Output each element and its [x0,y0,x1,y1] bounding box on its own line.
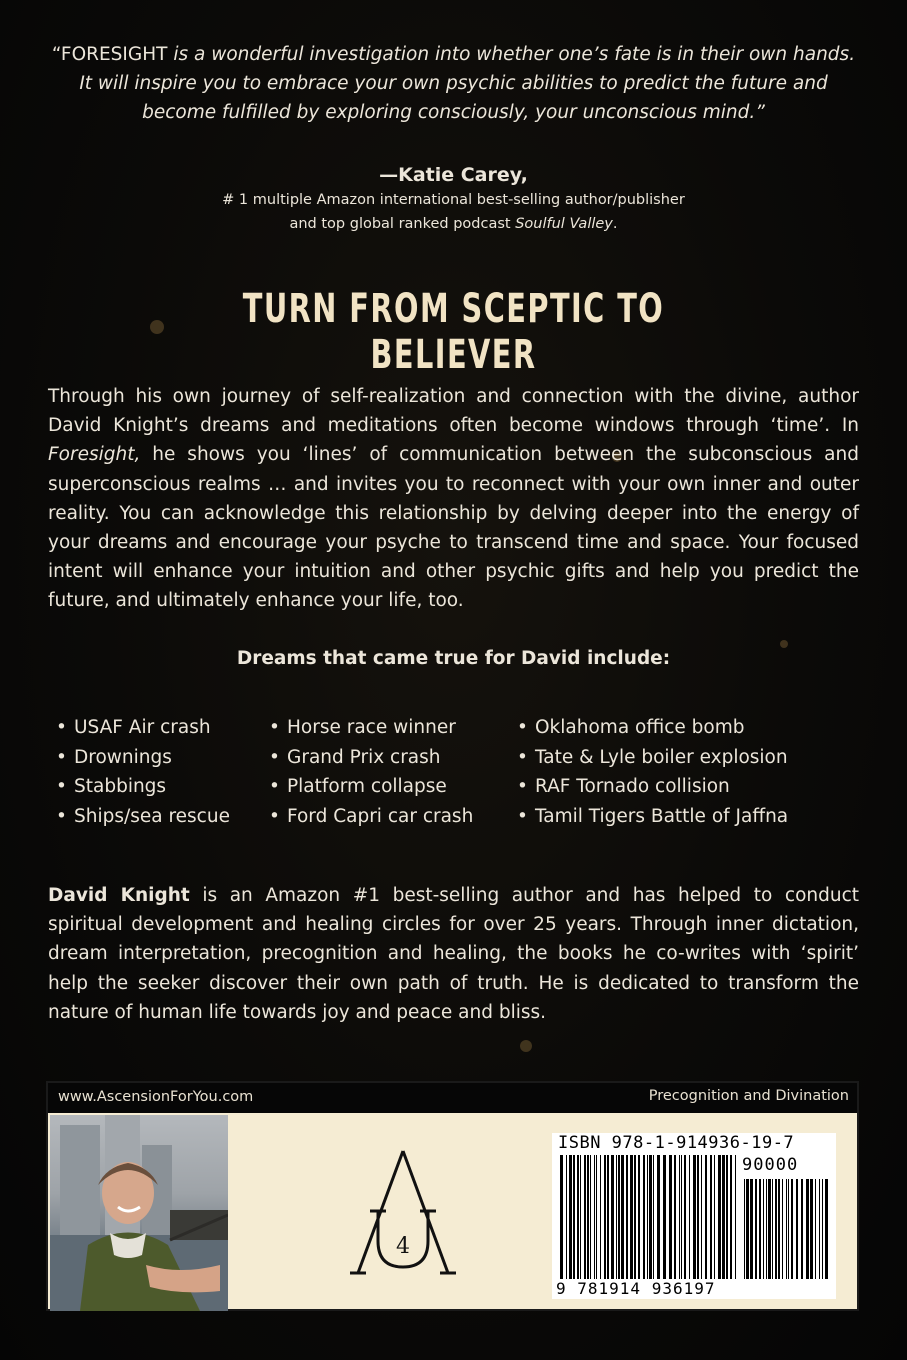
barcode-bar [569,1155,572,1279]
book-title-italic: Foresight, [48,444,141,466]
barcode-bar [775,1179,777,1279]
attribution-line-1: # 1 multiple Amazon international best-selling author/publisher [222,192,685,208]
barcode-bar [815,1179,816,1279]
attribution-line-2: and top global ranked podcast Soulful Valley. [289,216,618,232]
barcode-bar [618,1155,620,1279]
list-item: • Ships/sea rescue [56,805,230,827]
barcode-bar [679,1155,680,1279]
barcode-bar [647,1155,648,1279]
barcode-bar [796,1179,798,1279]
barcode-bar [611,1155,614,1279]
barcode-bar [759,1179,761,1279]
barcode-bar [714,1155,715,1279]
barcode-bar [701,1155,702,1279]
dreams-heading: Dreams that came true for David include: [236,648,671,669]
dreams-column-1 [56,713,230,831]
barcode-bar [825,1179,828,1279]
barcode-bar [718,1155,721,1279]
ean-digits: 9 781914 936197 [556,1279,716,1298]
list-item: • RAF Tornado collision [517,776,730,797]
category-label: Precognition and Divination [648,1088,849,1104]
barcode-bar [616,1155,617,1279]
barcode-bar [782,1179,783,1279]
barcode-bar [693,1155,696,1279]
barcode-bar [778,1179,780,1279]
website-link[interactable]: www.AscensionForYou.com [58,1089,254,1105]
barcode-bar [772,1179,773,1279]
barcode-bar [600,1155,601,1279]
bokeh-light [780,640,788,648]
barcode-bar [746,1179,749,1279]
barcode-bar [755,1179,757,1279]
list-item: • Ford Capri car crash [269,805,474,827]
barcode-bar [638,1155,640,1279]
addon-barcode-bars [744,1179,828,1279]
barcode-bar [584,1155,586,1279]
barcode-bar [722,1155,725,1279]
barcode-bar [744,1179,745,1279]
list-item: • Tamil Tigers Battle of Jaffna [517,805,789,827]
barcode-bar [587,1155,589,1279]
barcode-bar [604,1155,606,1279]
barcode-bar [726,1155,728,1279]
barcode-bar [735,1155,736,1279]
barcode-bar [786,1179,787,1279]
svg-text:4: 4 [396,1234,410,1259]
barcode-bar [626,1155,628,1279]
author-photo [50,1115,228,1311]
barcode-bar [594,1155,595,1279]
barcode-bar [730,1155,732,1279]
podcast-name: Soulful Valley [515,216,613,232]
barcode-bar [643,1155,645,1279]
barcode-bar [573,1155,575,1279]
barcode-bar [822,1179,823,1279]
endorsement-attribution [48,162,859,236]
list-item: • USAF Air crash [56,717,211,738]
barcode-bar [768,1179,771,1279]
author-name: David Knight [48,885,190,906]
list-item: • Stabbings [56,776,167,797]
dreams-column-2 [269,713,473,831]
barcode-bar [577,1155,579,1279]
panel-header-bar [48,1083,857,1113]
list-item: • Platform collapse [269,776,447,797]
barcode-bar [669,1155,672,1279]
barcode-bar [684,1155,686,1279]
quote-title: “FORESIGHT [51,44,168,65]
barcode-bar [634,1155,636,1279]
barcode-bar [630,1155,633,1279]
bokeh-light [520,1040,532,1052]
barcode-bar [653,1155,654,1279]
headline: TURN FROM SCEPTIC TO BELIEVER [242,286,665,378]
attribution-name: —Katie Carey, [379,164,528,186]
barcode-bar [763,1179,764,1279]
isbn-label: ISBN 978-1-914936-19-7 [558,1133,795,1153]
list-item: • Oklahoma office bomb [517,717,745,738]
barcode-bar [580,1155,581,1279]
author-bio: David Knight is an Amazon #1 best-selling author and has helped to conduct spiritual development and healing circles for over 25 years. Through inner dictation, dream interpretation, precognition and healing, the books he co-writes with ‘spirit’ help the seeker discover their own path of truth. He is dedicated to transform the nature of human life towards joy and peace and bliss. [48,885,860,1023]
barcode-bar [689,1155,690,1279]
barcode-bar [596,1155,597,1279]
barcode-bar [621,1155,624,1279]
barcode-bar [819,1179,820,1279]
dreams-column-3 [517,713,788,831]
barcode-bar [710,1155,712,1279]
isbn-barcode [552,1133,836,1299]
barcode-bar [766,1179,767,1279]
book-description: Through his own journey of self-realization and connection with the divine, author David Knight’s dreams and meditations often become windows through ‘time’. In Foresight, he shows you ‘lines’ of communication between the subconscious and superconscious realms … and invites you to reconnect with your own inner and outer reality. You can acknowledge this relationship by delving deeper into the energy of your dreams and encourage your psyche to transcend time and space. Your focused intent will enhance your intuition and other psychic gifts and help you predict the future, and ultimately enhance your life, too. [48,386,859,612]
publisher-logo [340,1145,466,1285]
barcode-bar [566,1155,567,1279]
barcode-bar [750,1179,753,1279]
barcode-bar [590,1155,591,1279]
barcode-bar [788,1179,789,1279]
quote-text: is a wonderful investigation into whether one’s fate is in their own hands. It will inspire you to embrace your own psychic abilities to predict the future and become fulfilled by exploring consciously, your unconscious mind.” [79,44,856,123]
list-item: • Tate & Lyle boiler explosion [517,746,788,768]
barcode-bar [607,1155,609,1279]
barcode-bar [663,1155,666,1279]
barcode-bar [801,1179,803,1279]
barcode-bars [560,1155,740,1279]
barcode-bar [705,1155,707,1279]
price-addon-code: 90000 [742,1155,799,1175]
barcode-bar [806,1179,809,1279]
list-item: • Horse race winner [269,717,456,738]
barcode-bar [810,1179,813,1279]
barcode-bar [697,1155,699,1279]
barcode-bar [681,1155,682,1279]
publisher-panel [46,1081,859,1311]
barcode-bar [791,1179,793,1279]
list-item: • Drownings [56,746,172,768]
barcode-bar [657,1155,660,1279]
barcode-bar [560,1155,563,1279]
list-item: • Grand Prix crash [269,746,441,768]
barcode-bar [674,1155,676,1279]
barcode-bar [649,1155,652,1279]
endorsement-quote [48,40,859,127]
